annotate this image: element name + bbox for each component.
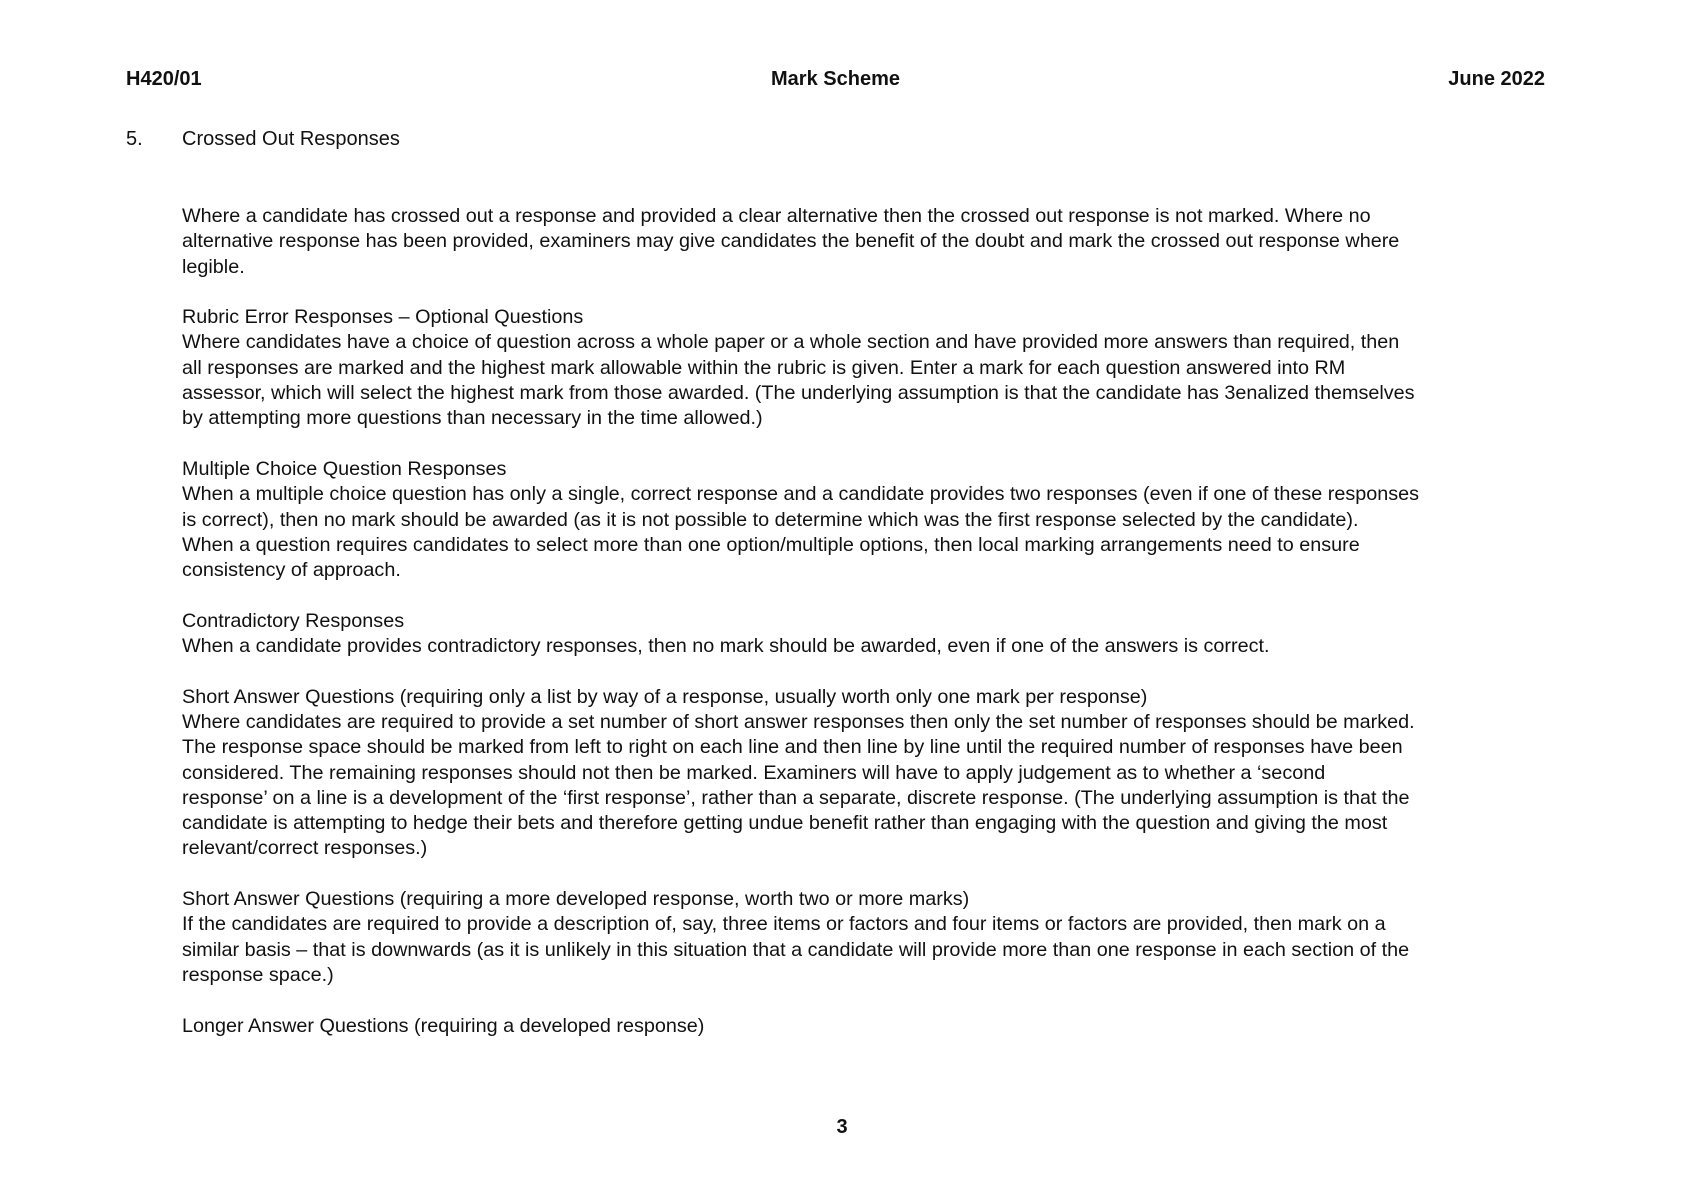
paragraph-line: If the candidates are required to provide a description of, say, three items or factors and four items or factors are provided, then mark on a: [182, 913, 1386, 936]
paragraph-line: When a question requires candidates to select more than one option/multiple options, then local marking arrangements need to ensure: [182, 533, 1360, 556]
paragraph-line: Where candidates have a choice of question across a whole paper or a whole section and have provided more answers than required, then: [182, 331, 1400, 354]
paragraph-short-answer-list: [182, 685, 1582, 862]
paragraph-line: consistency of approach.: [182, 559, 401, 582]
paragraph-line: relevant/correct responses.): [182, 837, 428, 860]
paragraph-line: legible.: [182, 255, 245, 278]
paragraph-line: similar basis – that is downwards (as it is unlikely in this situation that a candidate will provide more than one response in each section of the: [182, 938, 1410, 961]
section-title: Crossed Out Responses: [182, 128, 400, 150]
paragraph-heading: Rubric Error Responses – Optional Questions: [182, 306, 584, 329]
paragraph-line: assessor, which will select the highest mark from those awarded. (The underlying assumption is that the candidate has 3enalized themselves: [182, 382, 1415, 405]
paragraph-heading: Longer Answer Questions (requiring a developed response): [182, 1014, 705, 1037]
paragraph-multiple-choice: [182, 457, 1582, 583]
page-header: [126, 68, 1545, 96]
body-text: [182, 204, 1582, 1064]
paragraph-line: When a multiple choice question has only a single, correct response and a candidate provides two responses (even if one of these responses: [182, 483, 1420, 506]
paragraph-heading: Contradictory Responses: [182, 609, 405, 632]
paragraph-line: all responses are marked and the highest mark allowable within the rubric is given. Enter a mark for each question answered into RM: [182, 356, 1346, 379]
paragraph-line: candidate is attempting to hedge their bets and therefore getting undue benefit rather than engaging with the question and giving the most: [182, 812, 1388, 835]
paragraph-line: Where a candidate has crossed out a response and provided a clear alternative then the crossed out response is not marked. Where no: [182, 205, 1371, 227]
paragraph-longer-answer: [182, 1014, 1582, 1039]
paragraph-line: is correct), then no mark should be awarded (as it is not possible to determine which was the first response selected by the candidate).: [182, 508, 1359, 531]
document-title: Mark Scheme: [771, 68, 900, 90]
section-heading: [126, 128, 400, 151]
paragraph-contradictory: [182, 609, 1582, 660]
paragraph-short-answer-developed: [182, 887, 1582, 988]
exam-date: June 2022: [1448, 68, 1545, 90]
paragraph-line: alternative response has been provided, examiners may give candidates the benefit of the doubt and mark the crossed out response where: [182, 230, 1400, 253]
paragraph-line: response’ on a line is a development of the ‘first response’, rather than a separate, discrete response. (The underlying assumption is that the: [182, 786, 1410, 809]
paragraph-line: by attempting more questions than necessary in the time allowed.): [182, 407, 763, 430]
page-number: 3: [836, 1116, 848, 1138]
section-number: 5.: [126, 128, 143, 150]
paper-code: H420/01: [126, 68, 202, 90]
paragraph-rubric-error: [182, 305, 1582, 431]
paragraph-line: When a candidate provides contradictory responses, then no mark should be awarded, even if one of the answers is correct.: [182, 635, 1270, 658]
paragraph-line: Where candidates are required to provide a set number of short answer responses then only the set number of responses should be marked.: [182, 710, 1415, 733]
paragraph-heading: Short Answer Questions (requiring only a list by way of a response, usually worth only one mark per response): [182, 685, 1148, 708]
paragraph-heading: Short Answer Questions (requiring a more developed response, worth two or more marks): [182, 888, 970, 911]
paragraph-heading: Multiple Choice Question Responses: [182, 457, 507, 480]
paragraph-line: response space.): [182, 963, 334, 986]
paragraph-crossed-out: [182, 204, 1582, 280]
paragraph-line: The response space should be marked from left to right on each line and then line by line until the required number of responses have been: [182, 736, 1403, 759]
paragraph-line: considered. The remaining responses should not then be marked. Examiners will have to apply judgement as to whether a ‘second: [182, 761, 1326, 784]
